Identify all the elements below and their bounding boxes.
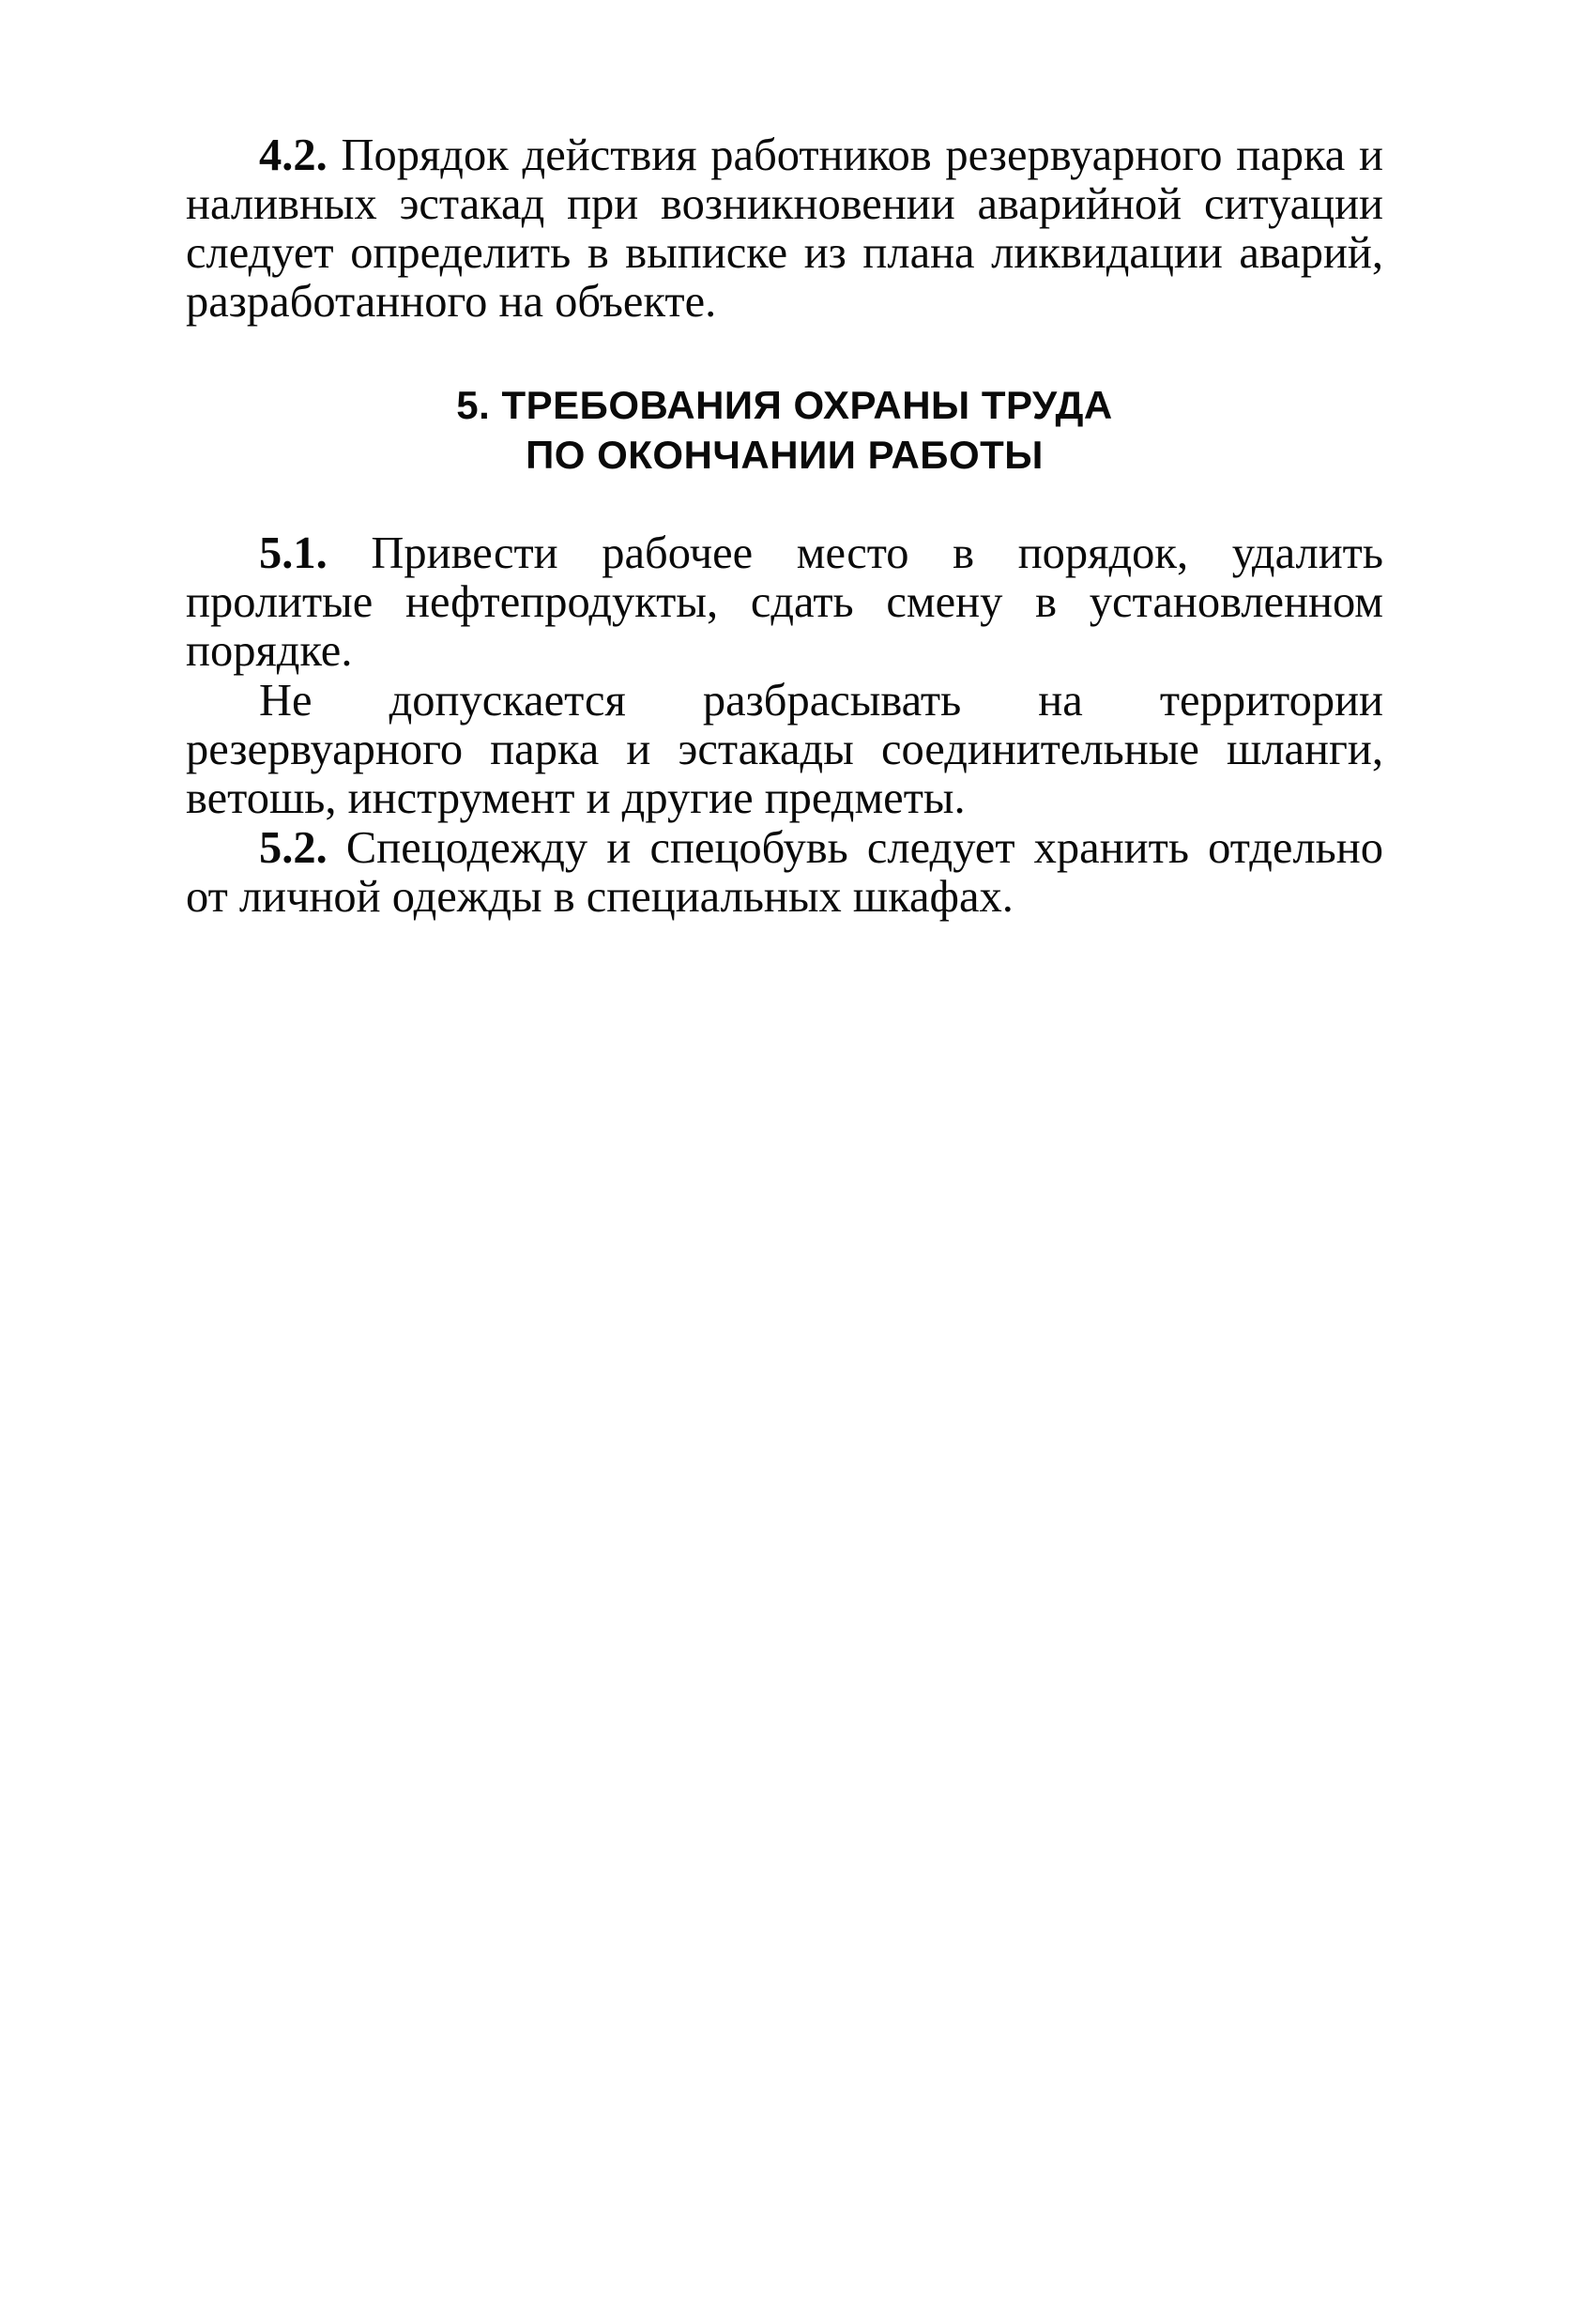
paragraph-text: Привести рабочее место в порядок, удалить пролитые нефтепродукты, сдать смену в установленном порядке.	[186, 528, 1383, 676]
paragraph-number: 5.2.	[259, 823, 328, 873]
paragraph-5-2	[186, 824, 1383, 922]
section-heading-line-1: 5. ТРЕБОВАНИЯ ОХРАНЫ ТРУДА	[456, 383, 1113, 427]
paragraph-text: Не допускается разбрасывать на территории резервуарного парка и эстакады соединительные шланги, ветошь, инструмент и другие предметы.	[186, 676, 1383, 823]
paragraph-text: Спецодежду и спецобувь следует хранить отдельно от личной одежды в специальных шкафах.	[186, 823, 1383, 922]
section-heading	[186, 380, 1383, 480]
paragraph-number: 5.1.	[259, 528, 328, 578]
section-heading-line-2: ПО ОКОНЧАНИИ РАБОТЫ	[526, 433, 1044, 477]
page-content	[186, 131, 1383, 922]
paragraph-4-2	[186, 131, 1383, 327]
paragraph-5-1	[186, 529, 1383, 676]
paragraph-number: 4.2.	[259, 130, 328, 180]
paragraph-5-1-continued	[186, 677, 1383, 823]
paragraph-text: Порядок действия работников резервуарного парка и наливных эстакад при возникновении аварийной ситуации следует определить в выписке из плана ликвидации аварий, разработанного на объекте.	[186, 130, 1383, 327]
